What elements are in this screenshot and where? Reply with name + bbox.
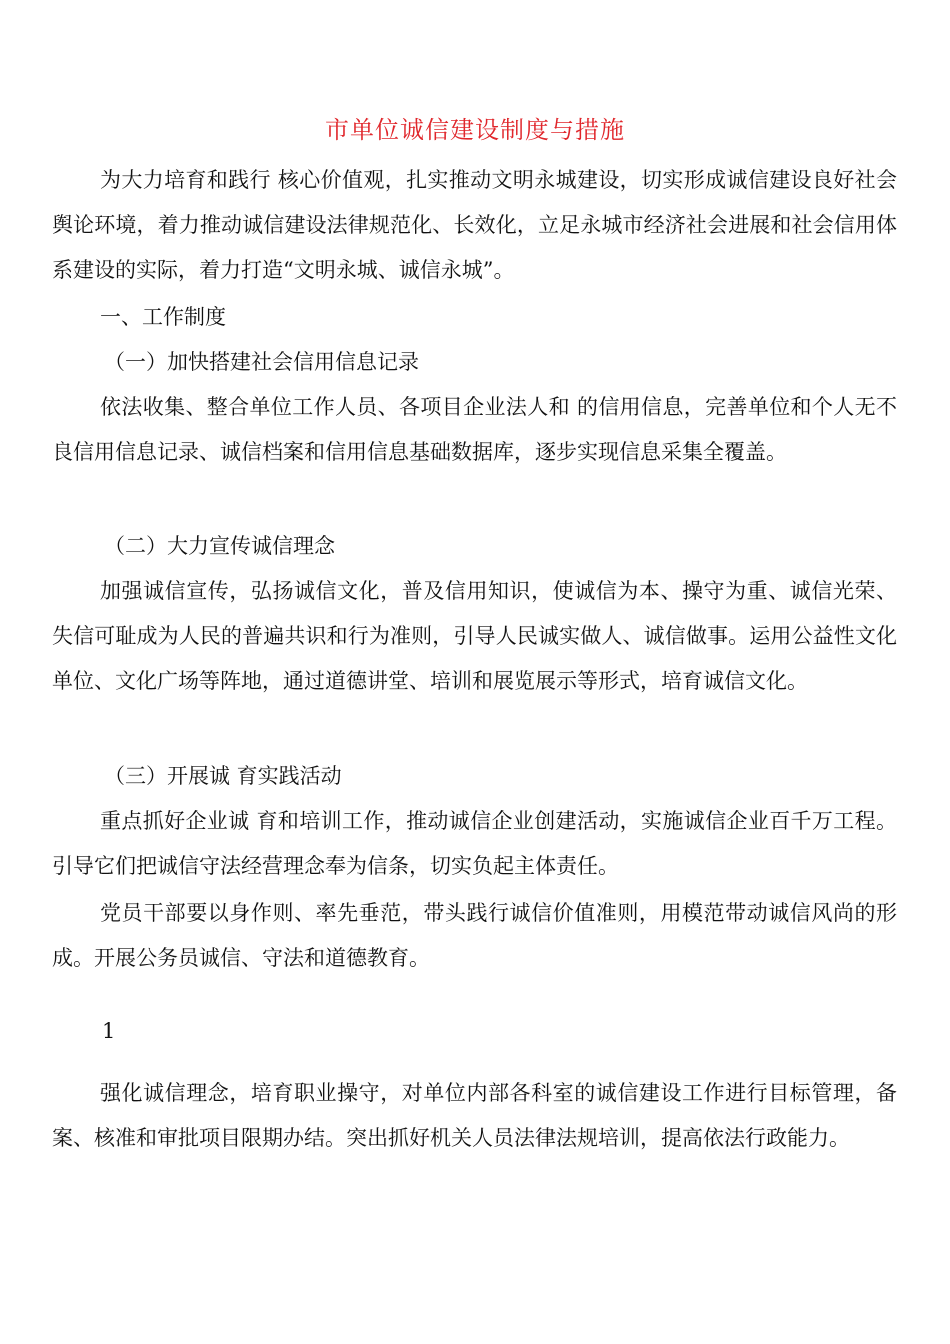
subsection-2-paragraph: 加强诚信宣传，弘扬诚信文化，普及信用知识，使诚信为本、操守为重、诚信光荣、失信可耻成为人民的普遍共识和行为准则，引导人民诚实做人、诚信做事。运用公益性文化单位、文化广场等阵地，通过道德讲堂、培训和展览展示等形式，培育诚信文化。	[52, 579, 897, 693]
section-heading-work-system: 一、工作制度	[100, 305, 226, 329]
closing-paragraph: 强化诚信理念，培育职业操守，对单位内部各科室的诚信建设工作进行目标管理，备案、核准和审批项目限期办结。突出抓好机关人员法律法规培训，提高依法行政能力。	[52, 1081, 897, 1150]
subsection-3-paragraph-1: 重点抓好企业诚 育和培训工作，推动诚信企业创建活动，实施诚信企业百千万工程。引导它们把诚信守法经营理念奉为信条，切实负起主体责任。	[52, 809, 897, 878]
document-title: 市单位诚信建设制度与措施	[325, 116, 625, 144]
page-number: 1	[102, 1019, 116, 1043]
subsection-heading-1: （一）加快搭建社会信用信息记录	[104, 350, 419, 374]
subsection-3-paragraph-2: 党员干部要以身作则、率先垂范，带头践行诚信价值准则，用模范带动诚信风尚的形成。开展公务员诚信、守法和道德教育。	[52, 901, 897, 970]
subsection-heading-3: （三）开展诚 育实践活动	[104, 764, 342, 788]
intro-paragraph: 为大力培育和践行 核心价值观，扎实推动文明永城建设，切实形成诚信建设良好社会舆论环境，着力推动诚信建设法律规范化、长效化，立足永城市经济社会进展和社会信用体系建设的实际，着力打造“文明永城、诚信永城”。	[52, 168, 898, 282]
subsection-1-paragraph: 依法收集、整合单位工作人员、各项目企业法人和 的信用信息，完善单位和个人无不良信用信息记录、诚信档案和信用信息基础数据库，逐步实现信息采集全覆盖。	[52, 395, 897, 464]
subsection-heading-2: （二）大力宣传诚信理念	[104, 534, 335, 558]
